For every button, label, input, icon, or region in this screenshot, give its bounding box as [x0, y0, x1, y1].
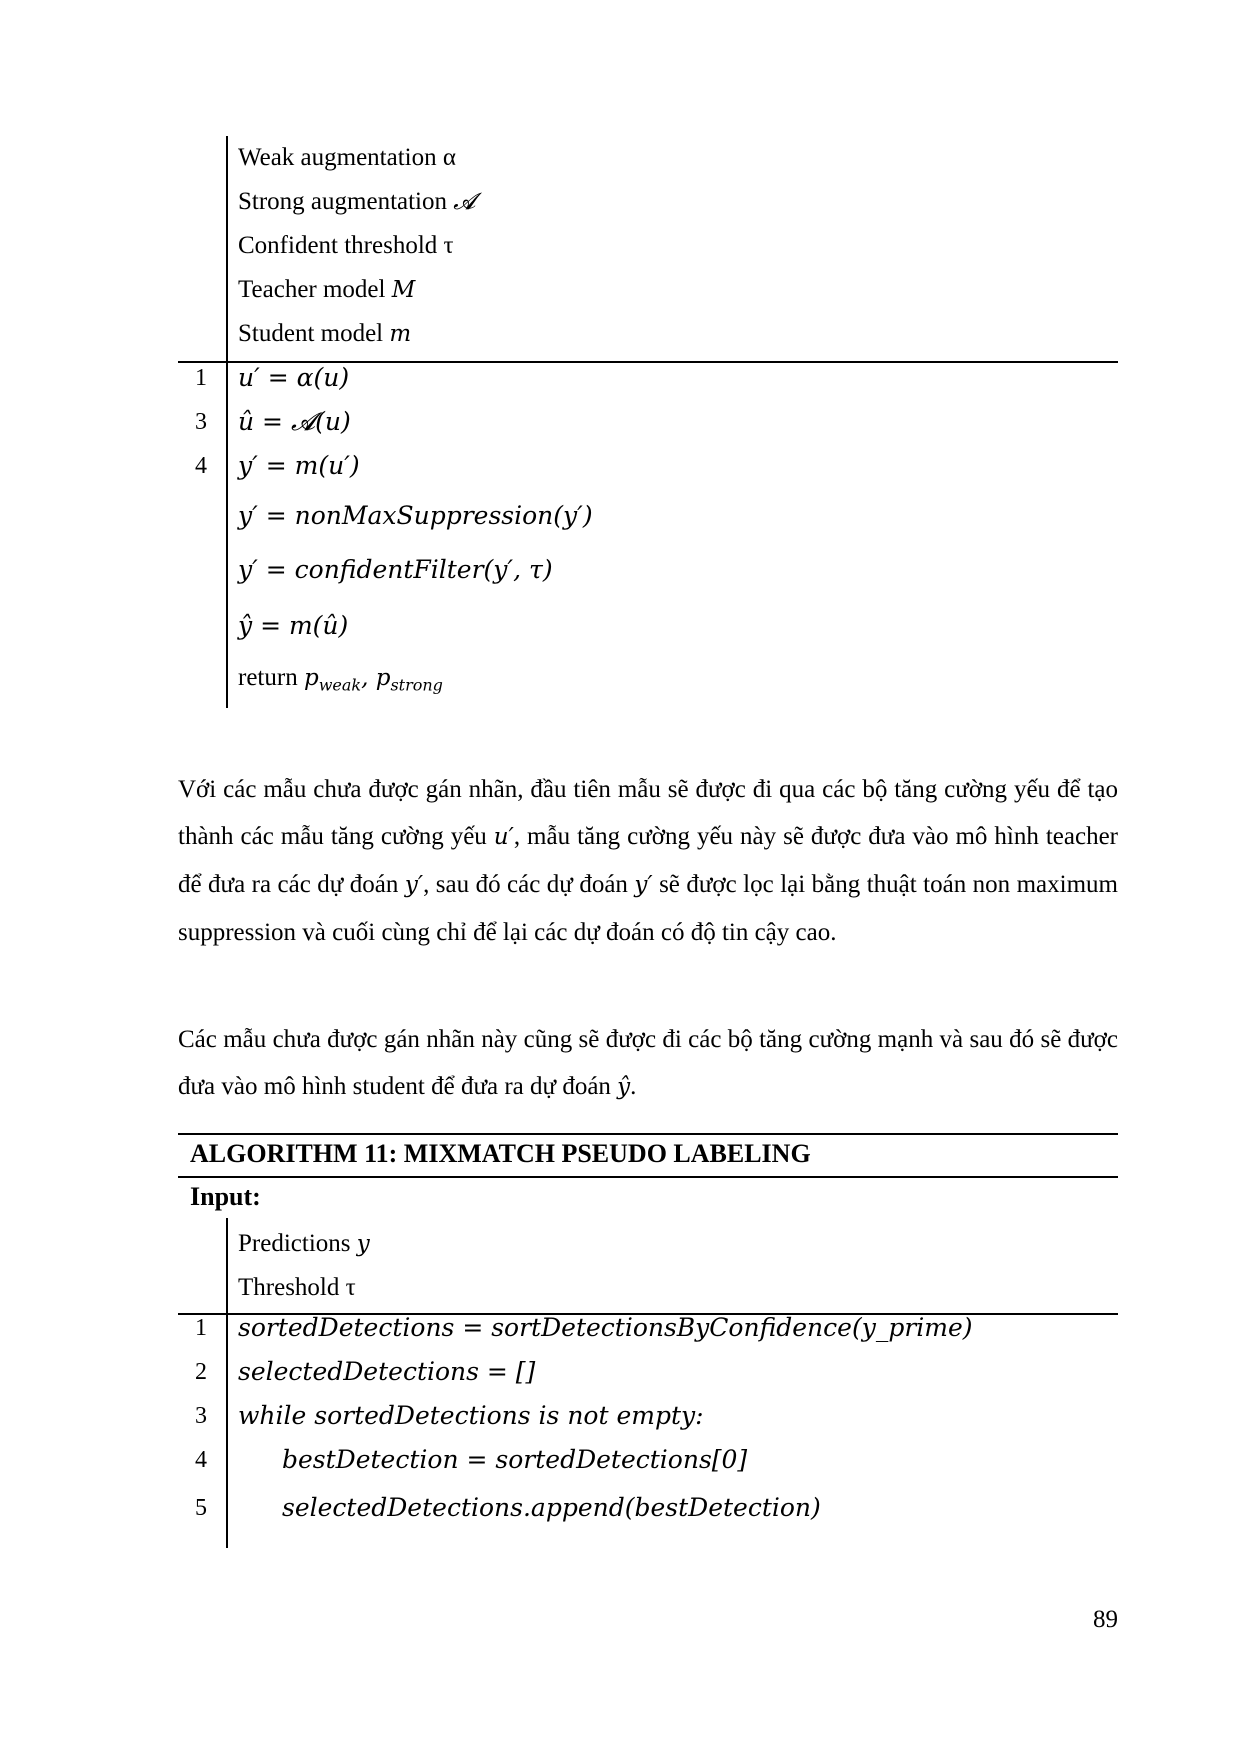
inline-math: y′ — [634, 872, 653, 898]
input-heading: Input: — [190, 1182, 261, 1211]
algo10-steps — [178, 356, 1118, 700]
algo11-input-row — [178, 1266, 1118, 1310]
inline-math: u′ — [493, 824, 514, 850]
input-symbol: M — [391, 277, 416, 303]
line-number: 4 — [195, 453, 207, 479]
step-code: ŷ = m(û) — [238, 611, 349, 640]
algo11-step-row — [178, 1306, 1118, 1350]
algo10-step-row — [178, 444, 1118, 494]
input-label: Strong augmentation — [238, 188, 454, 215]
input-symbol: τ — [345, 1274, 356, 1301]
paragraph-text: Với các mẫu chưa được gán nhãn, đầu tiên mẫu sẽ được đi qua các bộ tăng cường yếu để tạo thành các mẫu tăng cường yếu — [178, 776, 1118, 850]
input-label: Weak augmentation — [238, 144, 443, 171]
step-code: bestDetection = sortedDetections[0] — [282, 1445, 748, 1474]
step-code: y′ = m(u′) — [238, 451, 360, 480]
input-symbol: α — [442, 144, 456, 171]
line-number: 1 — [195, 1315, 207, 1341]
line-number: 5 — [195, 1495, 207, 1521]
line-number: 2 — [195, 1359, 207, 1385]
line-number: 3 — [195, 1403, 207, 1429]
algo10-step-row — [178, 356, 1118, 400]
step-code: u′ = α(u) — [238, 363, 350, 392]
algo11-input-row — [178, 1222, 1118, 1266]
algo10-input-row — [178, 136, 1118, 180]
return-var-weak: p — [303, 665, 319, 691]
paragraph-text: . — [630, 1073, 637, 1100]
step-code: selectedDetections.append(bestDetection) — [282, 1493, 821, 1522]
inline-math: ŷ — [617, 1074, 631, 1100]
algo10-input-row — [178, 224, 1118, 268]
line-number: 1 — [195, 365, 207, 391]
paragraph-text: Các mẫu chưa được gán nhãn này cũng sẽ được đi các bộ tăng cường mạnh và sau đó sẽ được đưa vào mô hình student để đưa ra dự đoán — [178, 1026, 1118, 1100]
algo10-step-row — [178, 494, 1118, 548]
paragraph-text: sẽ được lọc lại bằng thuật toán non maximum suppression và cuối cùng chỉ để lại các dự đoán có độ tin cậy cao. — [178, 871, 1118, 946]
algo11-steps — [178, 1306, 1118, 1538]
line-number: 4 — [195, 1447, 207, 1473]
input-symbol: 𝓐 — [453, 189, 476, 215]
algo10-input-row — [178, 268, 1118, 312]
algo10-input-row — [178, 180, 1118, 224]
paragraph-2 — [178, 1016, 1118, 1111]
algo10-return-row — [178, 656, 1118, 700]
paragraph-text: , sau đó các dự đoán — [423, 871, 635, 898]
return-var-strong-subscript: strong — [390, 675, 443, 695]
input-symbol: m — [389, 321, 412, 347]
input-label: Teacher model — [238, 276, 392, 303]
algo10-inputs — [178, 136, 1118, 356]
algo11-step-row — [178, 1394, 1118, 1438]
line-number: 3 — [195, 409, 207, 435]
input-label: Confident threshold — [238, 232, 444, 259]
step-code: while sortedDetections is not empty: — [238, 1401, 704, 1430]
algo11-inputs — [178, 1222, 1118, 1310]
algo11-step-row — [178, 1350, 1118, 1394]
input-symbol: y — [356, 1231, 370, 1257]
algo10-step-row — [178, 400, 1118, 444]
input-symbol: τ — [443, 232, 454, 259]
algo11-step-row — [178, 1486, 1118, 1538]
paragraph-1 — [178, 766, 1118, 956]
input-label: Threshold — [238, 1274, 346, 1301]
paragraph-text: , mẫu tăng cường yếu này sẽ được đưa vào mô hình teacher để đưa ra các dự đoán — [178, 823, 1118, 898]
step-code: sortedDetections = sortDetectionsByConfidence(y_prime) — [238, 1313, 973, 1342]
input-label: Predictions — [238, 1230, 357, 1257]
step-code: û = 𝓐(u) — [238, 407, 351, 436]
algo11-title-rule — [178, 1176, 1118, 1178]
algo10-step-row — [178, 604, 1118, 656]
algo10-step-row — [178, 548, 1118, 604]
step-code: y′ = nonMaxSuppression(y′) — [238, 501, 593, 530]
page-number: 89 — [1093, 1606, 1118, 1633]
inline-math: y′ — [404, 872, 424, 898]
step-code: selectedDetections = [] — [238, 1357, 536, 1386]
input-label: Student model — [238, 320, 390, 347]
step-code: y′ = confidentFilter(y′, τ) — [238, 555, 553, 584]
algo11-step-row — [178, 1438, 1118, 1486]
return-separator: , — [361, 665, 376, 691]
return-keyword: return — [238, 664, 298, 691]
return-var-strong: p — [375, 665, 391, 691]
algorithm-title: ALGORITHM 11: MIXMATCH PSEUDO LABELING — [190, 1139, 811, 1168]
algo10-input-row — [178, 312, 1118, 356]
return-var-weak-subscript: weak — [318, 675, 362, 695]
